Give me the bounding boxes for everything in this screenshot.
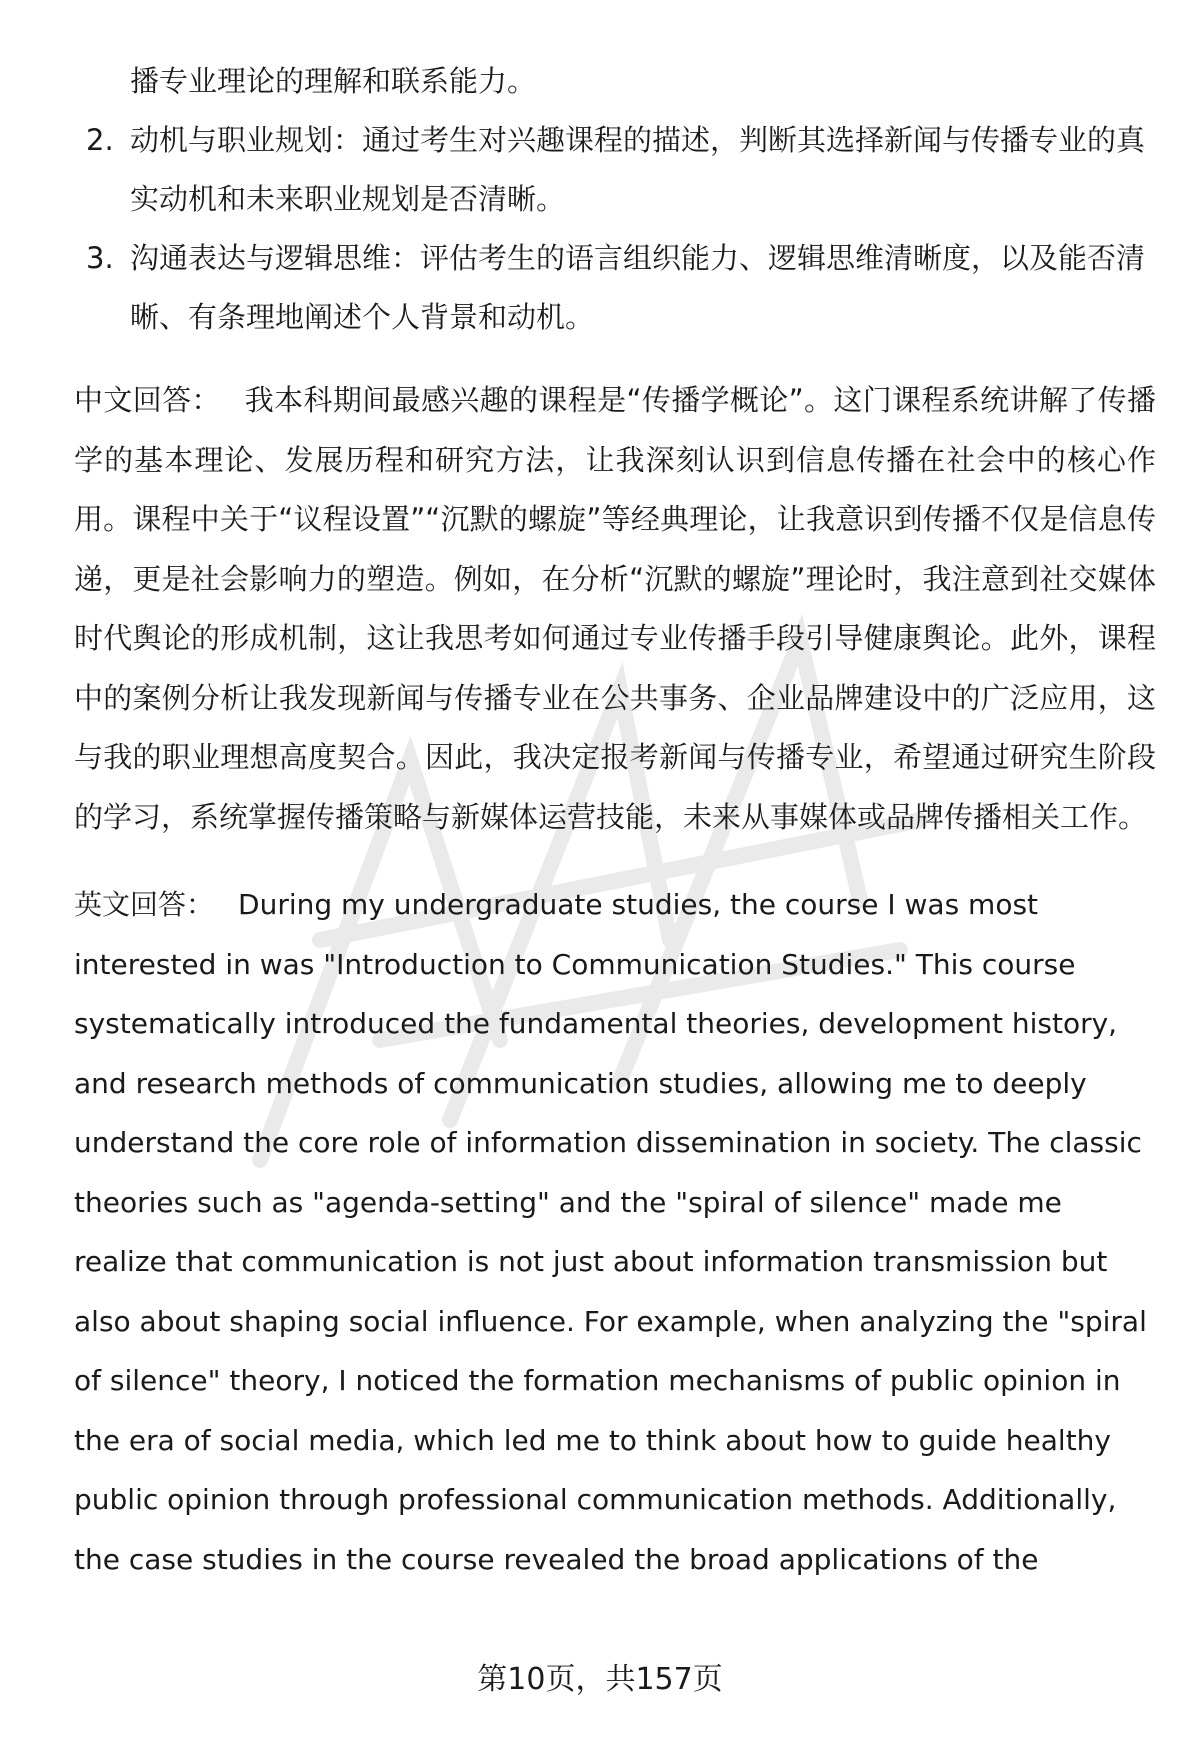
- english-answer: [74, 875, 1156, 1589]
- list-item-number: 3.: [86, 241, 114, 275]
- continuation-line: 播专业理论的理解和联系能力。: [130, 64, 537, 98]
- chinese-answer-text: 我本科期间最感兴趣的课程是“传播学概论”。这门课程系统讲解了传播学的基本理论、发展历程和研究方法，让我深刻认识到信息传播在社会中的核心作用。课程中关于“议程设置”“沉默的螺旋”等经典理论，让我意识到传播不仅是信息传递，更是社会影响力的塑造。例如，在分析“沉默的螺旋”理论时，我注意到社交媒体时代舆论的形成机制，这让我思考如何通过专业传播手段引导健康舆论。此外，课程中的案例分析让我发现新闻与传播专业在公共事务、企业品牌建设中的广泛应用，这与我的职业理想高度契合。因此，我决定报考新闻与传播专业，希望通过研究生阶段的学习，系统掌握传播策略与新媒体运营技能，未来从事媒体或品牌传播相关工作。: [74, 383, 1156, 834]
- english-answer-text: During my undergraduate studies, the course I was most interested in was "Introduction to Communication Studies." This course systematically introduced the fundamental theories, development history, and research methods of communication studies, allowing me to deeply understand the core role of information dissemination in society. The classic theories such as "agenda-setting" and the "spiral of silence" made me realize that communication is not just about information transmission but also about shaping social influence. For example, when analyzing the "spiral of silence" theory, I noticed the formation mechanisms of public opinion in the era of social media, which led me to think about how to guide healthy public opinion through professional communication methods. Additionally, the case studies in the course revealed the broad applications of the: [74, 888, 1147, 1576]
- list-item: [74, 111, 1156, 229]
- list-item-number: 2.: [86, 123, 114, 157]
- criteria-list: [74, 111, 1156, 347]
- list-item-text: 动机与职业规划：通过考生对兴趣课程的描述，判断其选择新闻与传播专业的真实动机和未来职业规划是否清晰。: [130, 123, 1146, 216]
- page-number: 第10页，共157页: [477, 1662, 723, 1697]
- english-answer-label: 英文回答：: [74, 888, 215, 921]
- chinese-answer: [74, 371, 1156, 847]
- main-content: [74, 52, 1156, 1589]
- chinese-answer-label: 中文回答：: [74, 383, 221, 417]
- list-item-text: 沟通表达与逻辑思维：评估考生的语言组织能力、逻辑思维清晰度，以及能否清晰、有条理地阐述个人背景和动机。: [130, 241, 1146, 334]
- list-item: [74, 229, 1156, 347]
